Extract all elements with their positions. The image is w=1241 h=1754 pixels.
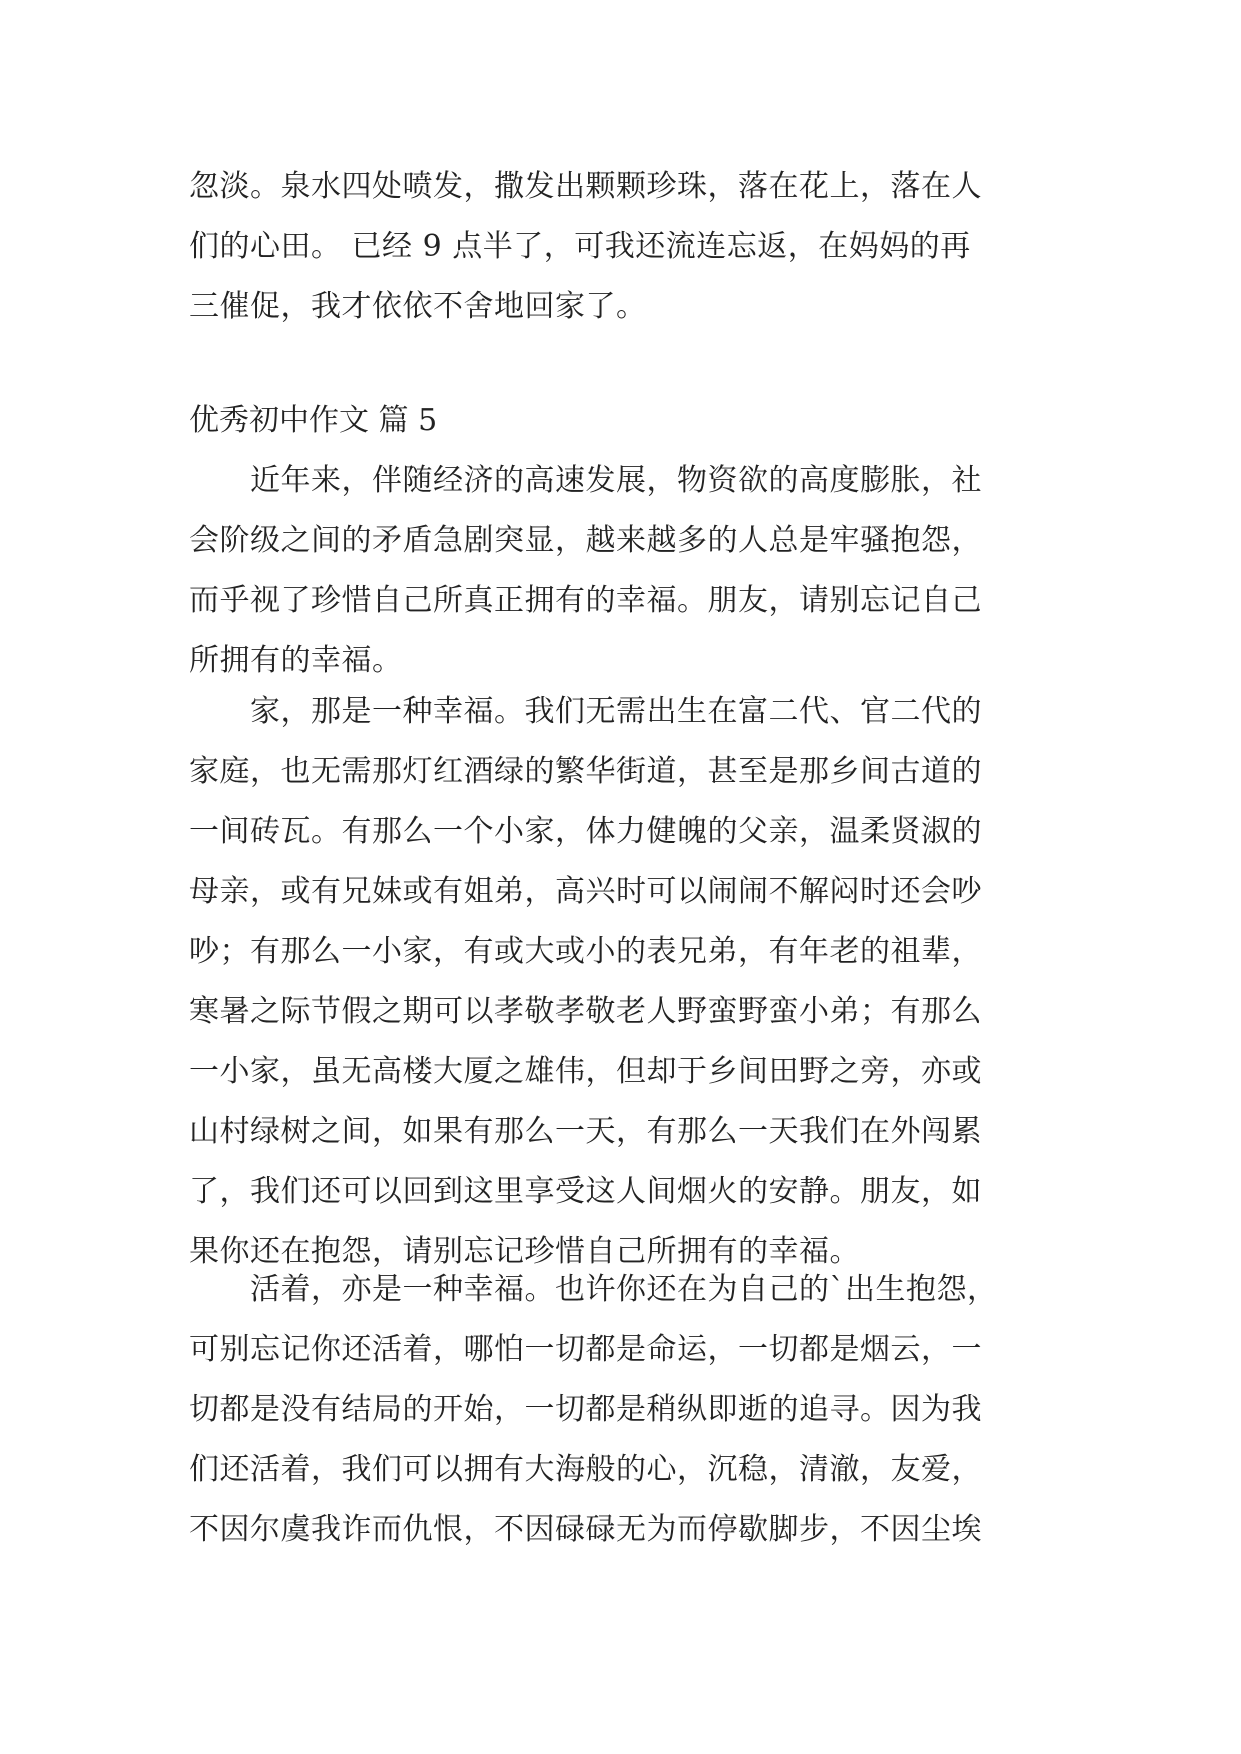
text-line: 一小家，虽无高楼大厦之雄伟，但却于乡间田野之旁，亦或 (189, 1054, 982, 1089)
text-line: 会阶级之间的矛盾急剧突显，越来越多的人总是牢骚抱怨， (189, 523, 982, 558)
text-line: 切都是没有结局的开始，一切都是稍纵即逝的追寻。因为我 (189, 1392, 982, 1427)
paragraph-intro (189, 451, 1049, 691)
text-line: 一间砖瓦。有那么一个小家，体力健魄的父亲，温柔贤淑的 (189, 814, 982, 849)
text-line: 三催促，我才依依不舍地回家了。 (189, 289, 647, 324)
text-line: 山村绿树之间，如果有那么一天，有那么一天我们在外闯累 (189, 1114, 982, 1149)
text-line: 可别忘记你还活着，哪怕一切都是命运，一切都是烟云，一 (189, 1332, 982, 1367)
text-line: 果你还在抱怨，请别忘记珍惜自己所拥有的幸福。 (189, 1234, 860, 1269)
text-line: 们的心田。 已经 9 点半了，可我还流连忘返，在妈妈的再 (189, 229, 971, 264)
paragraph-living (189, 1260, 1049, 1560)
text-line: 而乎视了珍惜自己所真正拥有的幸福。朋友，请别忘记自己 (189, 583, 982, 618)
text-line: 吵；有那么一小家，有或大或小的表兄弟，有年老的祖辈， (189, 934, 982, 969)
paragraph-family (189, 682, 1049, 1282)
section-title: 优秀初中作文 篇 5 (189, 403, 438, 438)
text-line: 不因尔虞我诈而仇恨，不因碌碌无为而停歇脚步，不因尘埃 (189, 1512, 982, 1547)
text-line: 家庭，也无需那灯红酒绿的繁华街道，甚至是那乡间古道的 (189, 754, 982, 789)
continued-paragraph (189, 157, 1049, 337)
text-line: 家，那是一种幸福。我们无需出生在富二代、官二代的 (189, 694, 982, 729)
text-line: 所拥有的幸福。 (189, 643, 403, 678)
text-line: 近年来，伴随经济的高速发展，物资欲的高度膨胀，社 (189, 463, 982, 498)
text-line: 忽淡。泉水四处喷发，撒发出颗颗珍珠，落在花上，落在人 (189, 169, 982, 204)
text-line: 了，我们还可以回到这里享受这人间烟火的安静。朋友，如 (189, 1174, 982, 1209)
text-line: 活着，亦是一种幸福。也许你还在为自己的`出生抱怨， (189, 1272, 998, 1307)
text-line: 们还活着，我们可以拥有大海般的心，沉稳，清澈，友爱， (189, 1452, 982, 1487)
text-line: 母亲，或有兄妹或有姐弟，高兴时可以闹闹不解闷时还会吵 (189, 874, 982, 909)
text-line: 寒暑之际节假之期可以孝敬孝敬老人野蛮野蛮小弟；有那么 (189, 994, 982, 1029)
